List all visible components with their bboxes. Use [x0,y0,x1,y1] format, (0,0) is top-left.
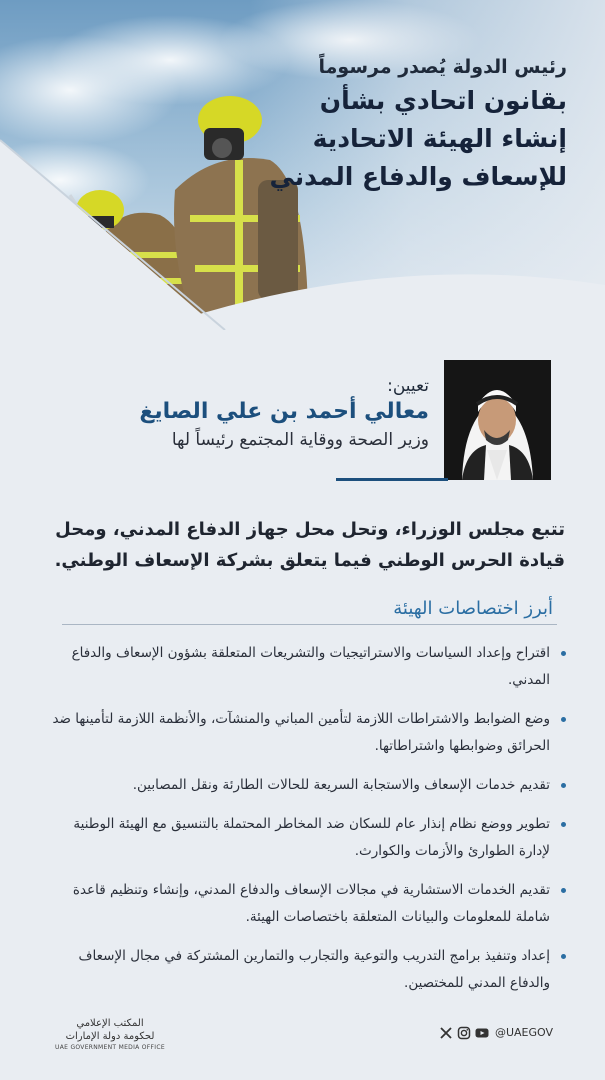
responsibilities-list [40,640,568,1009]
list-item-text: تقديم الخدمات الاستشارية في مجالات الإسعاف والدفاع المدني، وإنشاء وتنظيم قاعدة شاملة للمعلومات والبيانات المتعلقة باختصاصات الهيئة. [72,882,550,925]
list-item [40,943,568,997]
hero-kicker: رئيس الدولة يُصدر مرسوماً [318,56,567,78]
logo-line-3: UAE GOVERNMENT MEDIA OFFICE [55,1044,165,1051]
list-item [40,877,568,931]
list-item [40,772,568,799]
bullet-icon [561,888,566,893]
bullet-icon [561,717,566,722]
list-item-text: إعداد وتنفيذ برامج التدريب والتوعية والتجارب والتمارين المشتركة في مجال الإسعاف والدفاع المدني للمختصين. [78,948,550,991]
social-handle[interactable]: @UAEGOV [494,1025,553,1039]
appointment-block [0,355,605,485]
footer [0,1005,605,1080]
youtube-icon[interactable] [475,1025,489,1039]
section-divider [62,624,557,625]
hero-title [237,56,567,196]
bullet-icon [561,651,566,656]
media-office-logo [40,1017,180,1053]
appointment-divider [336,478,448,481]
list-item [40,706,568,760]
hero-title-line-1: بقانون اتحادي بشأن [319,86,567,115]
list-item-text: وضع الضوابط والاشتراطات اللازمة لتأمين المباني والمنشآت، والأنظمة اللازمة لتأمينها ضد الحرائق وضوابطها واشتراطاتها. [52,711,550,754]
appointment-label: تعيين: [387,376,429,396]
list-item-text: اقتراح وإعداد السياسات والاستراتيجيات والتشريعات المتعلقة بشؤون الإسعاف والدفاع المدني. [71,645,550,688]
list-item-text: تطوير ووضع نظام إنذار عام للسكان ضد المخاطر المحتملة بالتنسيق مع الهيئة الوطنية لإدارة الطوارئ والأزمات والكوارث. [73,816,550,859]
logo-line-1: المكتب الإعلامي [76,1018,144,1029]
logo-line-2: لحكومة دولة الإمارات [65,1031,155,1042]
social-links [439,1025,553,1039]
list-item [40,640,568,694]
hero-title-line-2: إنشاء الهيئة الاتحادية [312,124,567,153]
appointee-name: معالي أحمد بن علي الصايغ [139,399,429,424]
hero-banner [0,0,605,330]
hero-title-line-3: للإسعاف والدفاع المدني [269,162,567,191]
section-title: أبرز اختصاصات الهيئة [393,598,553,619]
bullet-icon [561,822,566,827]
official-portrait [444,360,551,480]
bullet-icon [561,783,566,788]
list-item [40,811,568,865]
appointment-text [49,375,429,453]
list-item-text: تقديم خدمات الإسعاف والاستجابة السريعة للحالات الطارئة ونقل المصابين. [132,777,550,793]
instagram-icon[interactable] [457,1025,471,1039]
intro-paragraph: تتبع مجلس الوزراء، وتحل محل جهاز الدفاع المدني، ومحل قيادة الحرس الوطني فيما يتعلق بشركة الإسعاف الوطني. [54,519,565,571]
appointee-role: وزير الصحة ووقاية المجتمع رئيساً لها [171,430,429,450]
x-icon[interactable] [439,1025,453,1039]
bullet-icon [561,954,566,959]
